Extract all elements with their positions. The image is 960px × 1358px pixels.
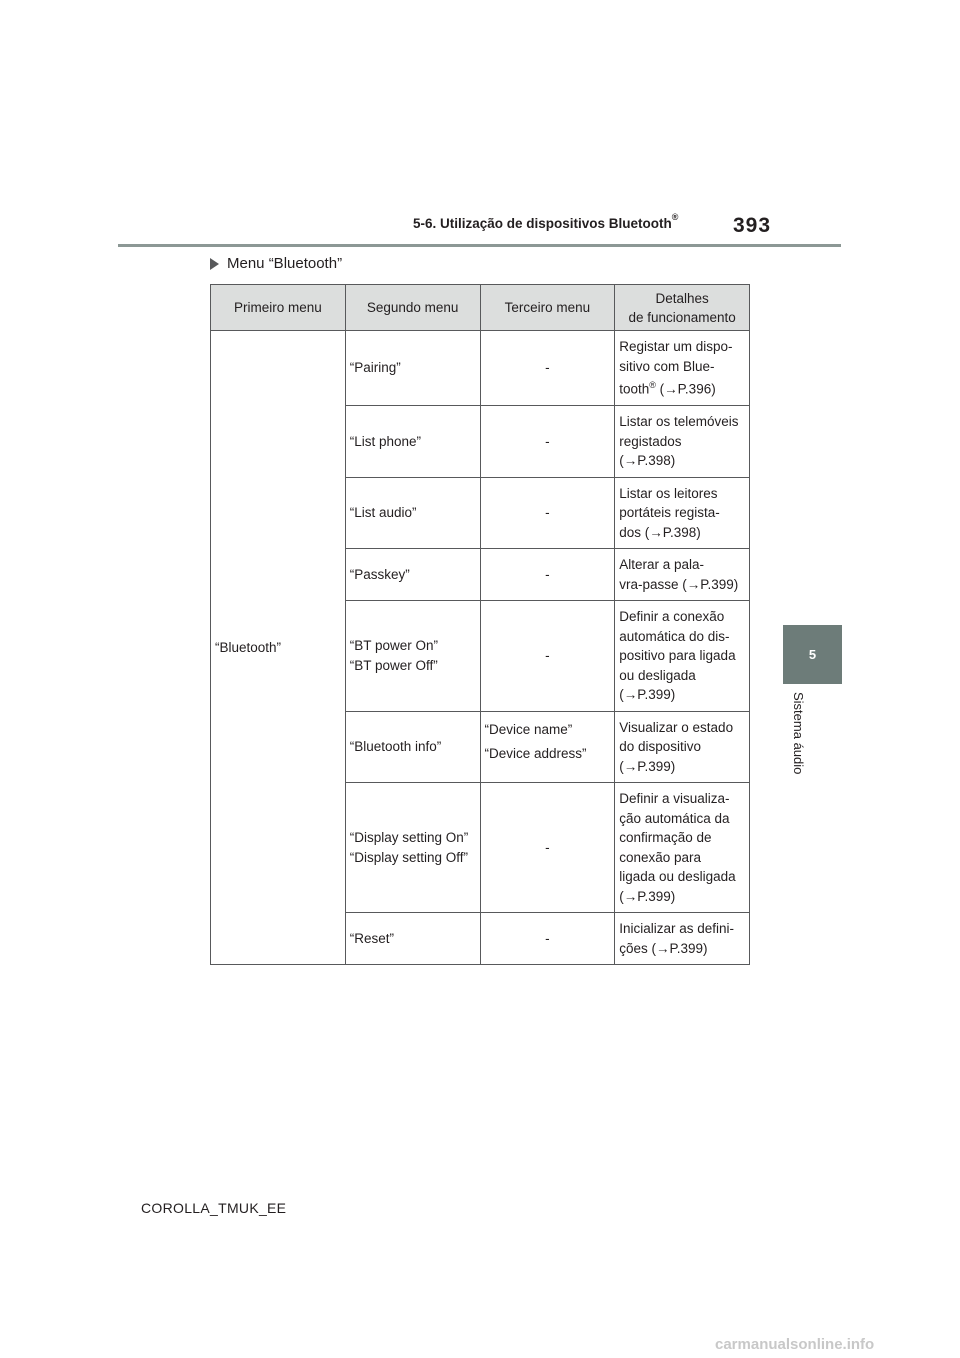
- footer-model-code: COROLLA_TMUK_EE: [141, 1200, 287, 1216]
- details-cell: Visualizar o estado do dispositivo (→P.399): [615, 711, 750, 783]
- details-cell: Listar os telemóveis registados (→P.398): [615, 406, 750, 478]
- second-menu-cell: “List phone”: [345, 406, 480, 478]
- second-menu-cell: “Reset”: [345, 913, 480, 965]
- second-menu-cell: “Bluetooth info”: [345, 711, 480, 783]
- details-cell: Definir a conexão automática do dis- positivo para ligada ou desligada (→P.399): [615, 601, 750, 712]
- registered-mark: ®: [671, 212, 679, 222]
- third-menu-cell: -: [480, 331, 615, 406]
- second-menu-cell: “List audio”: [345, 477, 480, 549]
- third-menu-cell: [480, 711, 615, 783]
- second-menu-cell: “Passkey”: [345, 549, 480, 601]
- triangle-bullet-icon: [210, 258, 219, 270]
- table-header-row: [211, 285, 750, 331]
- section-heading: [210, 255, 342, 272]
- second-menu-cell: “Pairing”: [345, 331, 480, 406]
- details-cell: Inicializar as defini- ções (→P.399): [615, 913, 750, 965]
- section-title: 5-6. Utilização de dispositivos Bluetooth®: [413, 212, 679, 231]
- bluetooth-menu-table: [210, 284, 750, 965]
- page-number: 393: [733, 214, 772, 237]
- watermark: carmanualsonline.info: [715, 1336, 875, 1353]
- device-address-label: “Device address”: [484, 746, 587, 761]
- details-cell: Registar um dispo- sitivo com Blue- tooth® (→P.396): [615, 331, 750, 406]
- header-second-menu: Segundo menu: [345, 285, 480, 331]
- third-menu-cell: -: [480, 406, 615, 478]
- first-menu-cell: “Bluetooth”: [211, 331, 346, 965]
- device-name-label: “Device name”: [484, 721, 573, 737]
- third-menu-cell: -: [480, 783, 615, 913]
- header-first-menu: Primeiro menu: [211, 285, 346, 331]
- third-menu-cell: -: [480, 549, 615, 601]
- registered-mark: ®: [649, 380, 656, 390]
- third-menu-cell: -: [480, 601, 615, 712]
- section-heading-text: Menu “Bluetooth”: [227, 255, 343, 272]
- details-cell: Listar os leitores portáteis regista- dos (→P.398): [615, 477, 750, 549]
- details-cell: Alterar a pala- vra-passe (→P.399): [615, 549, 750, 601]
- header-details: Detalhes de funcionamento: [615, 285, 750, 331]
- second-menu-cell: “BT power On” “BT power Off”: [345, 601, 480, 712]
- third-menu-cell: -: [480, 913, 615, 965]
- third-menu-cell: -: [480, 477, 615, 549]
- header-divider: [118, 244, 841, 247]
- chapter-tab: 5: [783, 625, 842, 684]
- header-third-menu: Terceiro menu: [480, 285, 615, 331]
- chapter-label: Sistema áudio: [791, 692, 806, 775]
- second-menu-cell: “Display setting On” “Display setting Off”: [345, 783, 480, 913]
- table-row: [211, 331, 750, 406]
- details-cell: Definir a visualiza- ção automática da confirmação de conexão para ligada ou desligada (→P.399): [615, 783, 750, 913]
